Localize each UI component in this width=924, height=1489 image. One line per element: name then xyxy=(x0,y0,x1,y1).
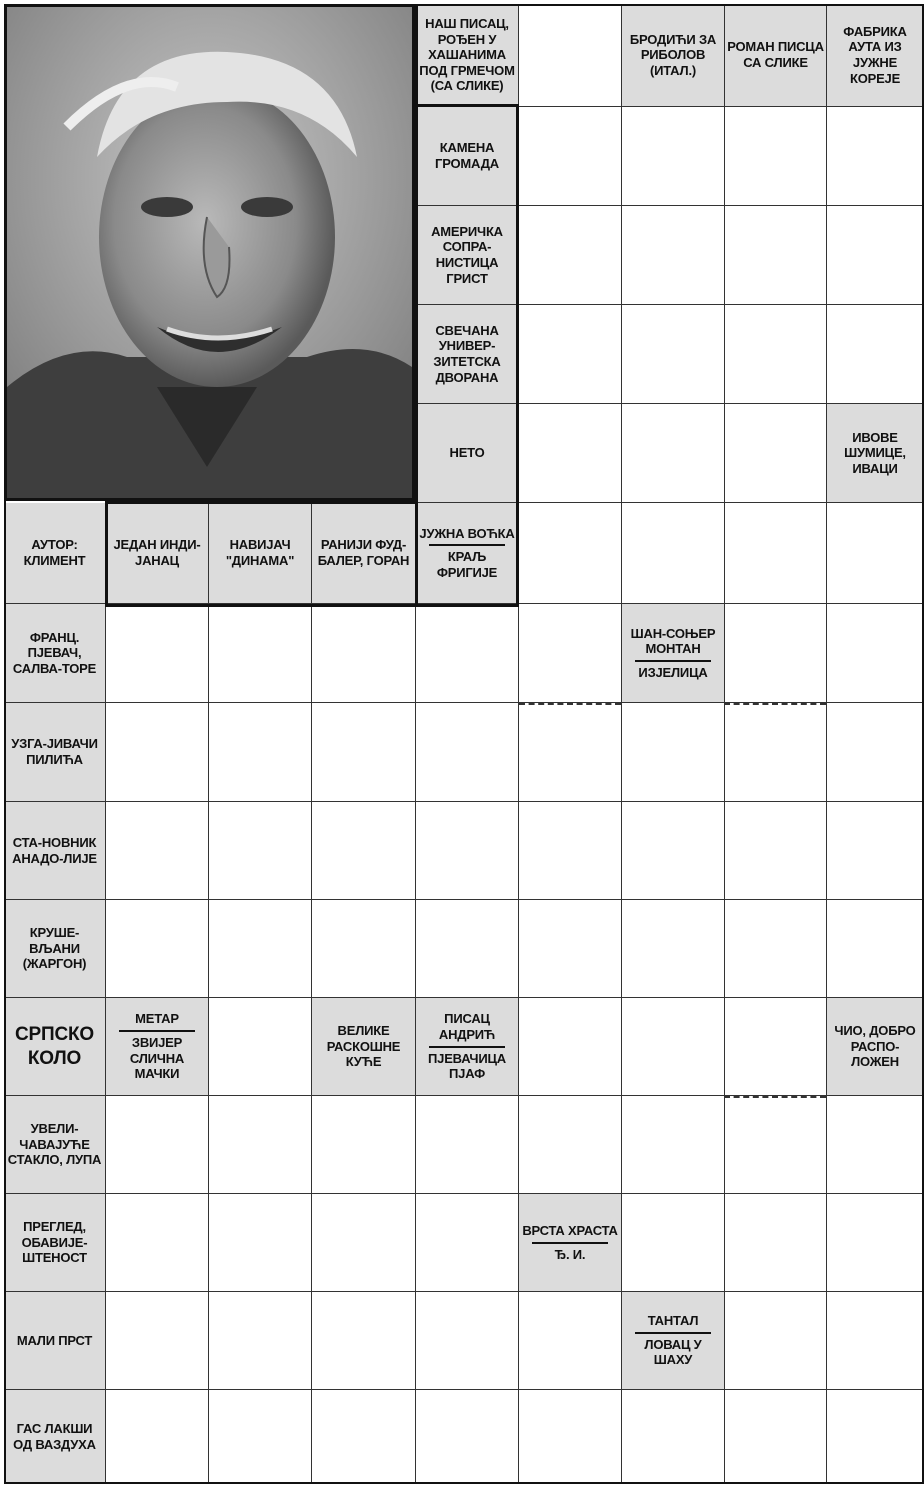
answer-cell-r9-c2[interactable] xyxy=(106,802,209,900)
answer-cell-r11-c8[interactable] xyxy=(725,998,827,1096)
answer-cell-r6-c9[interactable] xyxy=(827,503,924,604)
clue-separator xyxy=(635,1332,711,1334)
answer-cell-r7-c3[interactable] xyxy=(209,604,312,703)
clue-top-3: ФАБРИКА АУТА ИЗ ЈУЖНЕ КОРЕЈЕ xyxy=(827,4,924,107)
clue-part-bottom: ИЗЈЕЛИЦА xyxy=(638,664,708,680)
answer-cell-r12-c3[interactable] xyxy=(209,1096,312,1194)
answer-cell-r14-c6[interactable] xyxy=(519,1292,622,1390)
answer-cell-r14-c3[interactable] xyxy=(209,1292,312,1390)
clue-row6-3: НАВИЈАЧ "ДИНАМА" xyxy=(209,503,312,604)
answer-cell-r14-c9[interactable] xyxy=(827,1292,924,1390)
clue-part-top: ЈУЖНА ВОЋКА xyxy=(419,525,515,541)
answer-cell-r13-c8[interactable] xyxy=(725,1194,827,1292)
divider-photo-right xyxy=(415,4,418,607)
answer-cell-r11-c6[interactable] xyxy=(519,998,622,1096)
answer-cell-r3-c6[interactable] xyxy=(519,206,622,305)
answer-cell-r12-c4[interactable] xyxy=(312,1096,416,1194)
clue-left-6: УВЕЛИ-ЧАВАЈУЋЕ СТАКЛО, ЛУПА xyxy=(4,1096,106,1194)
clue-part-bottom: ЛОВАЦ У ШАХУ xyxy=(644,1336,702,1368)
clue-tantal xyxy=(622,1292,725,1390)
clue-separator xyxy=(429,1046,505,1048)
answer-cell-r6-c8[interactable] xyxy=(725,503,827,604)
answer-cell-r14-c2[interactable] xyxy=(106,1292,209,1390)
answer-cell-r8-c4[interactable] xyxy=(312,703,416,802)
clue-chio: ЧИО, ДОБРО РАСПО-ЛОЖЕН xyxy=(827,998,924,1096)
answer-cell-r12-c9[interactable] xyxy=(827,1096,924,1194)
answer-cell-r5-c6[interactable] xyxy=(519,404,622,503)
answer-cell-r4-c6[interactable] xyxy=(519,305,622,404)
answer-cell-r15-c5[interactable] xyxy=(416,1390,519,1484)
answer-cell-r12-c2[interactable] xyxy=(106,1096,209,1194)
answer-cell-r2-c9[interactable] xyxy=(827,107,924,206)
clue-part-bottom: Ђ. И. xyxy=(554,1246,586,1262)
answer-cell-r9-c9[interactable] xyxy=(827,802,924,900)
answer-cell-r13-c7[interactable] xyxy=(622,1194,725,1292)
answer-cell-r8-c7[interactable] xyxy=(622,703,725,802)
clue-left-2: УЗГА-ЈИВАЧИ ПИЛИЋА xyxy=(4,703,106,802)
clue-shan-sonjer xyxy=(622,604,725,703)
answer-cell-r14-c4[interactable] xyxy=(312,1292,416,1390)
answer-cell-r10-c8[interactable] xyxy=(725,900,827,998)
clue-photo-author: НАШ ПИСАЦ, РОЂЕН У ХАШАНИМА ПОД ГРМЕЧОМ (СА СЛИКЕ) xyxy=(416,4,519,107)
answer-cell-r9-c7[interactable] xyxy=(622,802,725,900)
answer-cell-r9-c4[interactable] xyxy=(312,802,416,900)
divider-photo-bottom xyxy=(105,501,418,504)
answer-cell-r10-c4[interactable] xyxy=(312,900,416,998)
answer-cell-r7-c4[interactable] xyxy=(312,604,416,703)
answer-cell-r10-c3[interactable] xyxy=(209,900,312,998)
answer-cell-r2-c8[interactable] xyxy=(725,107,827,206)
clue-row6-4: РАНИЈИ ФУД-БАЛЕР, ГОРАН xyxy=(312,503,416,604)
answer-cell-r12-c8[interactable] xyxy=(725,1096,827,1194)
answer-cell-r15-c6[interactable] xyxy=(519,1390,622,1484)
answer-cell-r15-c8[interactable] xyxy=(725,1390,827,1484)
answer-cell-r3-c7[interactable] xyxy=(622,206,725,305)
answer-cell-r8-c2[interactable] xyxy=(106,703,209,802)
divider-top-inner xyxy=(418,104,519,107)
clue-ivove: ИВОВЕ ШУМИЦЕ, ИВАЦИ xyxy=(827,404,924,503)
answer-cell-r8-c3[interactable] xyxy=(209,703,312,802)
answer-cell-r15-c7[interactable] xyxy=(622,1390,725,1484)
answer-cell-r5-c8[interactable] xyxy=(725,404,827,503)
clue-separator xyxy=(532,1242,608,1244)
clue-part-bottom: ЗВИЈЕР СЛИЧНА МАЧКИ xyxy=(129,1034,185,1082)
clue-right-photo-3: СВЕЧАНА УНИВЕР-ЗИТЕТСКА ДВОРАНА xyxy=(416,305,519,404)
clue-velike-kuce: ВЕЛИКЕ РАСКОШНЕ КУЋЕ xyxy=(312,998,416,1096)
answer-cell-r12-c5[interactable] xyxy=(416,1096,519,1194)
answer-cell-r9-c3[interactable] xyxy=(209,802,312,900)
answer-cell-r6-c7[interactable] xyxy=(622,503,725,604)
clue-separator xyxy=(429,544,505,546)
answer-cell-r15-c2[interactable] xyxy=(106,1390,209,1484)
answer-cell-r8-c5[interactable] xyxy=(416,703,519,802)
answer-cell-r7-c2[interactable] xyxy=(106,604,209,703)
clue-pisac-andric xyxy=(416,998,519,1096)
answer-cell-r15-c4[interactable] xyxy=(312,1390,416,1484)
answer-cell-r1-c6[interactable] xyxy=(519,4,622,107)
clue-left-5: СРПСКО КОЛО xyxy=(4,998,106,1096)
answer-cell-r9-c5[interactable] xyxy=(416,802,519,900)
author-photo xyxy=(4,4,415,501)
clue-metar xyxy=(106,998,209,1096)
clue-part-top: ТАНТАЛ xyxy=(647,1313,699,1329)
answer-cell-r3-c8[interactable] xyxy=(725,206,827,305)
clue-part-top: ПИСАЦ АНДРИЋ xyxy=(438,1011,496,1042)
answer-cell-r10-c6[interactable] xyxy=(519,900,622,998)
answer-cell-r10-c2[interactable] xyxy=(106,900,209,998)
answer-cell-r11-c3[interactable] xyxy=(209,998,312,1096)
clue-vrsta-hrasta xyxy=(519,1194,622,1292)
clue-part-top: ШАН-СОЊЕР МОНТАН xyxy=(630,625,716,657)
answer-cell-r3-c9[interactable] xyxy=(827,206,924,305)
answer-cell-r4-c8[interactable] xyxy=(725,305,827,404)
clue-right-photo-1: КАМЕНА ГРОМАДА xyxy=(416,107,519,206)
answer-cell-r7-c6[interactable] xyxy=(519,604,622,703)
answer-cell-r13-c2[interactable] xyxy=(106,1194,209,1292)
clue-left-9: ГАС ЛАКШИ ОД ВАЗДУХА xyxy=(4,1390,106,1484)
clue-top-1: БРОДИЋИ ЗА РИБОЛОВ (ИТАЛ.) xyxy=(622,4,725,107)
answer-cell-r4-c7[interactable] xyxy=(622,305,725,404)
answer-cell-r9-c8[interactable] xyxy=(725,802,827,900)
answer-cell-r8-c9[interactable] xyxy=(827,703,924,802)
clue-left-3: СТА-НОВНИК АНАДО-ЛИЈЕ xyxy=(4,802,106,900)
clue-left-8: МАЛИ ПРСТ xyxy=(4,1292,106,1390)
answer-cell-r9-c6[interactable] xyxy=(519,802,622,900)
divider-row6-bottom xyxy=(105,604,519,607)
answer-cell-r13-c9[interactable] xyxy=(827,1194,924,1292)
dashed-line-1 xyxy=(519,703,621,705)
clue-part-bottom: КРАЉ ФРИГИЈЕ xyxy=(436,549,498,580)
answer-cell-r13-c4[interactable] xyxy=(312,1194,416,1292)
clue-left-7: ПРЕГЛЕД, ОБАВИЈЕ-ШТЕНОСТ xyxy=(4,1194,106,1292)
clue-separator xyxy=(119,1030,195,1032)
answer-cell-r12-c7[interactable] xyxy=(622,1096,725,1194)
divider-inner-right xyxy=(516,107,519,607)
answer-cell-r7-c8[interactable] xyxy=(725,604,827,703)
clue-left-4: КРУШЕ-ВЉАНИ (ЖАРГОН) xyxy=(4,900,106,998)
clue-part-top: МЕТАР xyxy=(135,1011,179,1027)
clue-right-photo-2: АМЕРИЧКА СОПРА-НИСТИЦА ГРИСТ xyxy=(416,206,519,305)
clue-right-photo-4: НЕТО xyxy=(416,404,519,503)
answer-cell-r8-c8[interactable] xyxy=(725,703,827,802)
answer-cell-r11-c7[interactable] xyxy=(622,998,725,1096)
clue-autor: АУТОР: КЛИМЕНТ xyxy=(4,503,106,604)
answer-cell-r14-c8[interactable] xyxy=(725,1292,827,1390)
clue-separator xyxy=(635,660,711,662)
answer-cell-r6-c6[interactable] xyxy=(519,503,622,604)
clue-left-1: ФРАНЦ. ПЈЕВАЧ, САЛВА-ТОРЕ xyxy=(4,604,106,703)
answer-cell-r12-c6[interactable] xyxy=(519,1096,622,1194)
answer-cell-r14-c5[interactable] xyxy=(416,1292,519,1390)
answer-cell-r13-c3[interactable] xyxy=(209,1194,312,1292)
answer-cell-r2-c6[interactable] xyxy=(519,107,622,206)
clue-juzna-vocka xyxy=(416,503,519,604)
answer-cell-r7-c5[interactable] xyxy=(416,604,519,703)
answer-cell-r10-c9[interactable] xyxy=(827,900,924,998)
clue-row6-2: ЈЕДАН ИНДИ-ЈАНАЦ xyxy=(106,503,209,604)
answer-cell-r4-c9[interactable] xyxy=(827,305,924,404)
clue-top-2: РОМАН ПИСЦА СА СЛИКЕ xyxy=(725,4,827,107)
clue-part-top: ВРСТА ХРАСТА xyxy=(522,1222,618,1238)
answer-cell-r5-c7[interactable] xyxy=(622,404,725,503)
answer-cell-r15-c3[interactable] xyxy=(209,1390,312,1484)
portrait-image xyxy=(7,7,412,498)
divider-row6-left xyxy=(105,504,108,607)
dashed-line-3 xyxy=(724,1096,826,1098)
answer-cell-r10-c5[interactable] xyxy=(416,900,519,998)
answer-cell-r8-c6[interactable] xyxy=(519,703,622,802)
answer-cell-r2-c7[interactable] xyxy=(622,107,725,206)
answer-cell-r10-c7[interactable] xyxy=(622,900,725,998)
answer-cell-r13-c5[interactable] xyxy=(416,1194,519,1292)
answer-cell-r7-c9[interactable] xyxy=(827,604,924,703)
clue-part-bottom: ПЈЕВАЧИЦА ПЈАФ xyxy=(428,1050,506,1082)
answer-cell-r15-c9[interactable] xyxy=(827,1390,924,1484)
dashed-line-2 xyxy=(724,703,826,705)
